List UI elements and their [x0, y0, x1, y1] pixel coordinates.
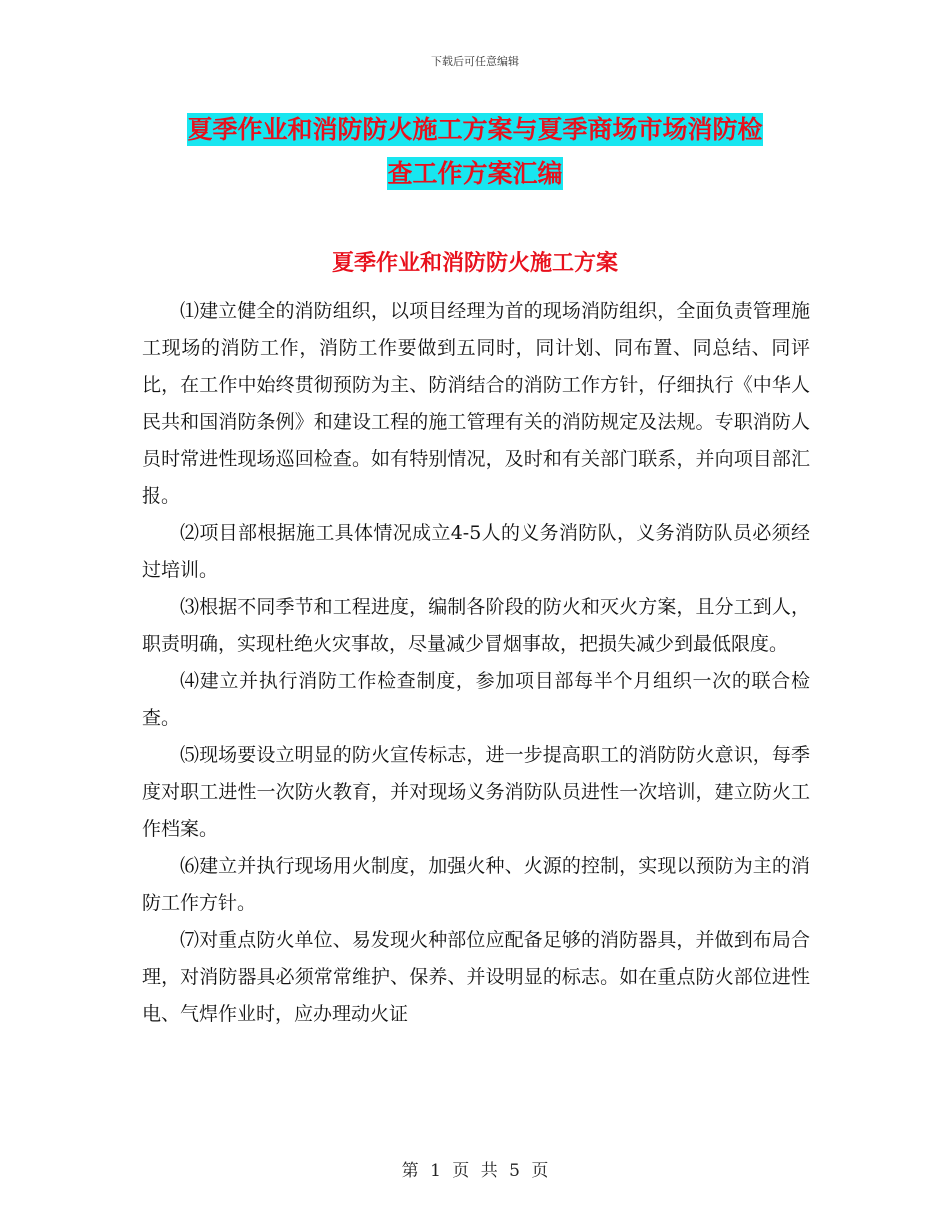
paragraph: ⑴建立健全的消防组织，以项目经理为首的现场消防组织，全面负责管理施工现场的消防工作，消防工作要做到五同时，同计划、同布置、同总结、同评比，在工作中始终贯彻预防为主、防消结合的消防工作方针，仔细执行《中华人民共和国消防条例》和建设工程的施工管理有关的消防规定及法规。专职消防人员时常进性现场巡回检查。如有特别情况，及时和有关部门联系，并向项目部汇报。	[142, 300, 810, 507]
document-title-line-1: 夏季作业和消防防火施工方案与夏季商场市场消防检	[187, 115, 763, 144]
document-title-line-2: 查工作方案汇编	[387, 159, 563, 188]
paragraph: ⑸现场要设立明显的防火宣传标志，进一步提高职工的消防防火意识，每季度对职工进性一次防火教育，并对现场义务消防队员进性一次培训，建立防火工作档案。	[142, 744, 810, 840]
section-title: 夏季作业和消防防火施工方案	[331, 251, 618, 276]
header-note: 下载后可任意编辑	[431, 55, 519, 68]
page-footer: 第 1 页 共 5 页	[401, 1161, 549, 1181]
document-title	[0, 108, 950, 196]
paragraph: ⑶根据不同季节和工程进度，编制各阶段的防火和灭火方案，且分工到人，职责明确，实现杜绝火灾事故，尽量减少冒烟事故，把损失减少到最低限度。	[142, 596, 810, 655]
body-text	[142, 293, 810, 1033]
paragraph: ⑺对重点防火单位、易发现火种部位应配备足够的消防器具，并做到布局合理，对消防器具必须常常维护、保养、并设明显的标志。如在重点防火部位进性电、气焊作业时，应办理动火证	[142, 929, 810, 1025]
paragraph: ⑵项目部根据施工具体情况成立4-5人的义务消防队，义务消防队员必须经过培训。	[142, 522, 810, 581]
paragraph: ⑷建立并执行消防工作检查制度，参加项目部每半个月组织一次的联合检查。	[142, 670, 810, 729]
paragraph: ⑹建立并执行现场用火制度，加强火种、火源的控制，实现以预防为主的消防工作方针。	[142, 855, 810, 914]
